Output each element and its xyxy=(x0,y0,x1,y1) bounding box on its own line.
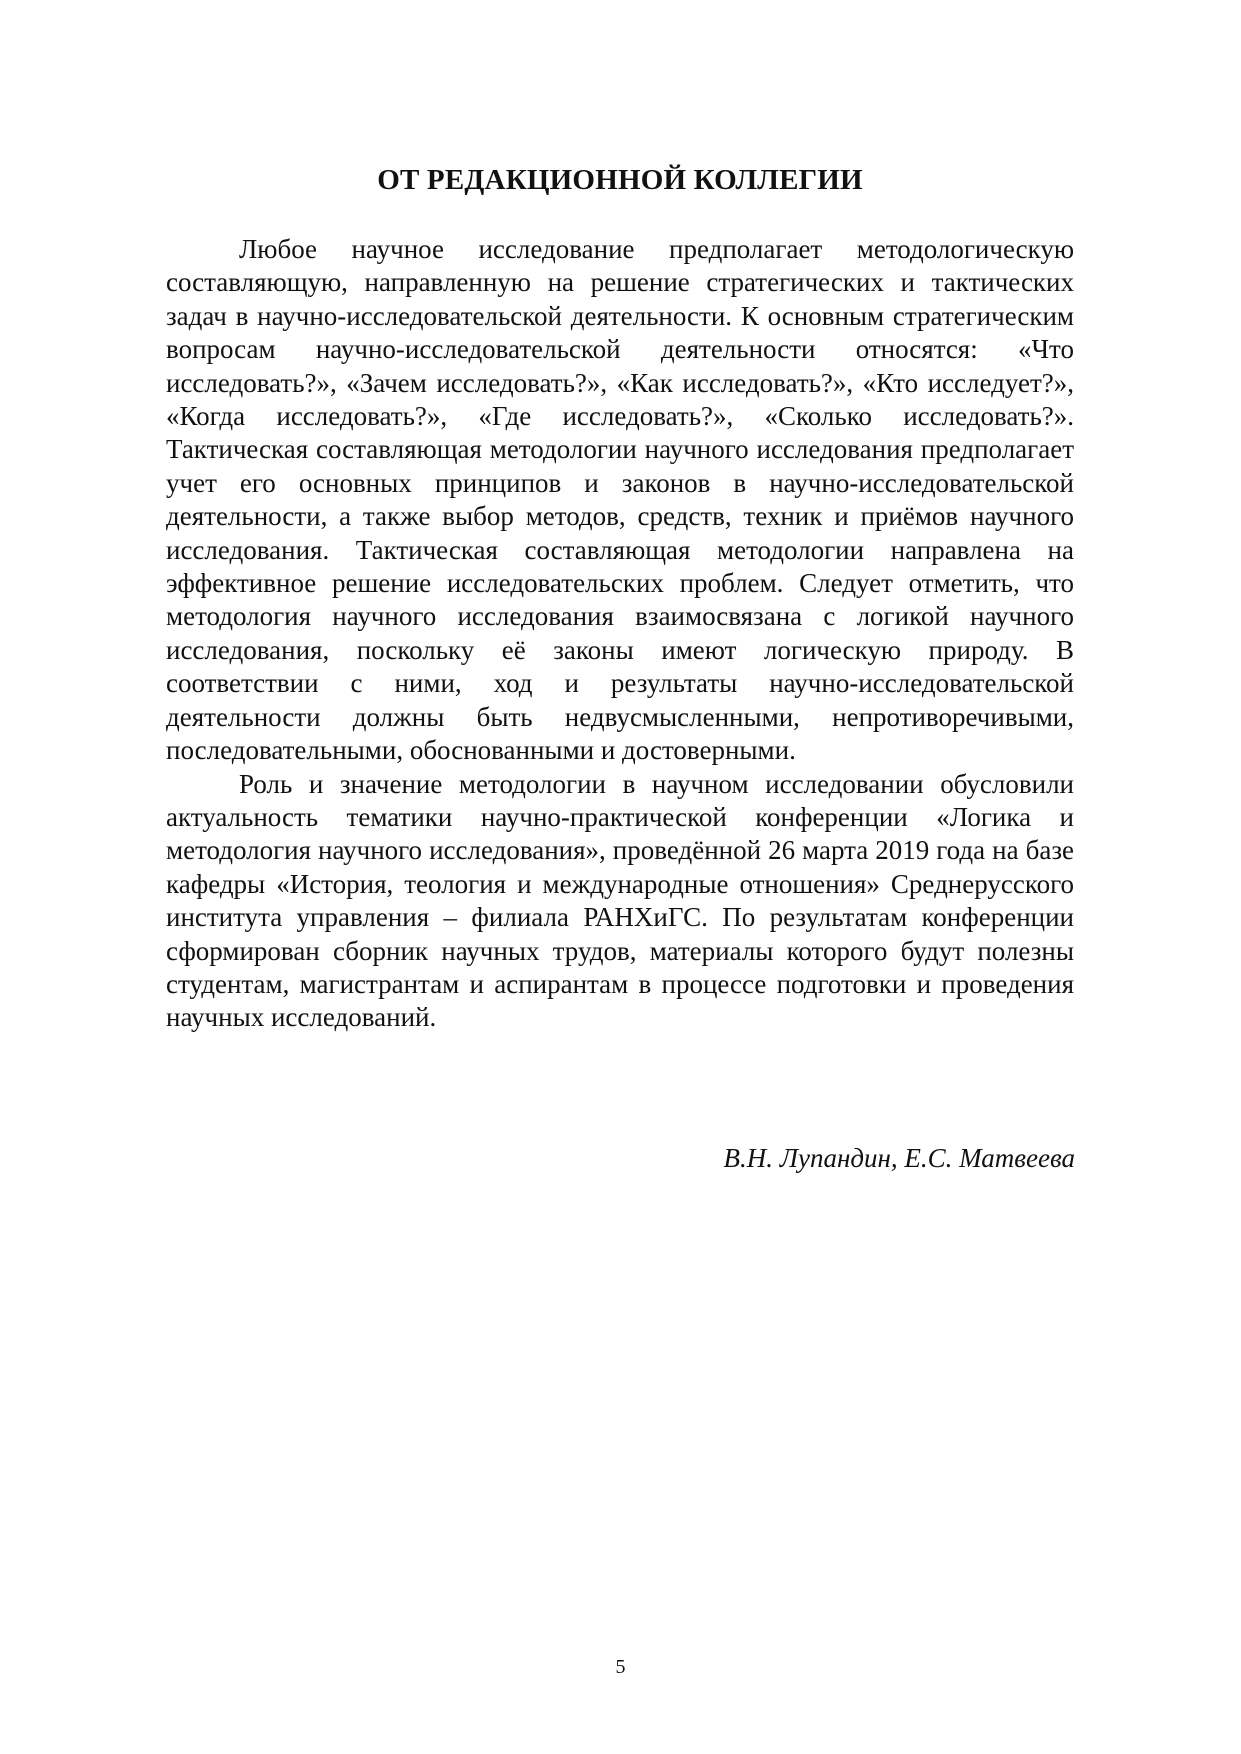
paragraph-intro: Любое научное исследование предполагает методологическую составляющую, направленную на решение стратегических и тактических задач в научно-исследовательской деятельности. К основным стратегическим вопросам научно-исследовательской деятельности относятся: «Что исследовать?», «Зачем исследовать?», «Как исследовать?», «Кто исследует?», «Когда исследовать?», «Где исследовать?», «Сколько исследовать?». Тактическая составляющая методологии научного исследования предполагает учет его основных принципов и законов в научно-исследовательской деятельности, а также выбор методов, средств, техник и приёмов научного исследования. Тактическая составляющая методологии направлена на эффективное решение исследовательских проблем. Следует отметить, что методология научного исследования взаимосвязана с логикой научного исследования, поскольку её законы имеют логическую природу. В соответствии с ними, ход и результаты научно-исследовательской деятельности должны быть недвусмысленными, непротиворечивыми, последовательными, обоснованными и достоверными. xyxy=(166,234,1074,766)
authors-signature: В.Н. Лупандин, Е.С. Матвеева xyxy=(723,1143,1075,1173)
paragraph-conference: Роль и значение методологии в научном исследовании обусловили актуальность тематики научно-практической конференции «Логика и методология научного исследования», проведённой 26 марта 2019 года на базе кафедры «История, теология и международные отношения» Среднерусского института управления – филиала РАНХиГС. По результатам конференции сформирован сборник научных трудов, материалы которого будут полезны студентам, магистрантам и аспирантам в процессе подготовки и проведения научных исследований. xyxy=(166,768,1074,1033)
body-text xyxy=(166,233,1074,1035)
page-title: ОТ РЕДАКЦИОННОЙ КОЛЛЕГИИ xyxy=(377,164,863,196)
page-number: 5 xyxy=(615,1656,626,1678)
